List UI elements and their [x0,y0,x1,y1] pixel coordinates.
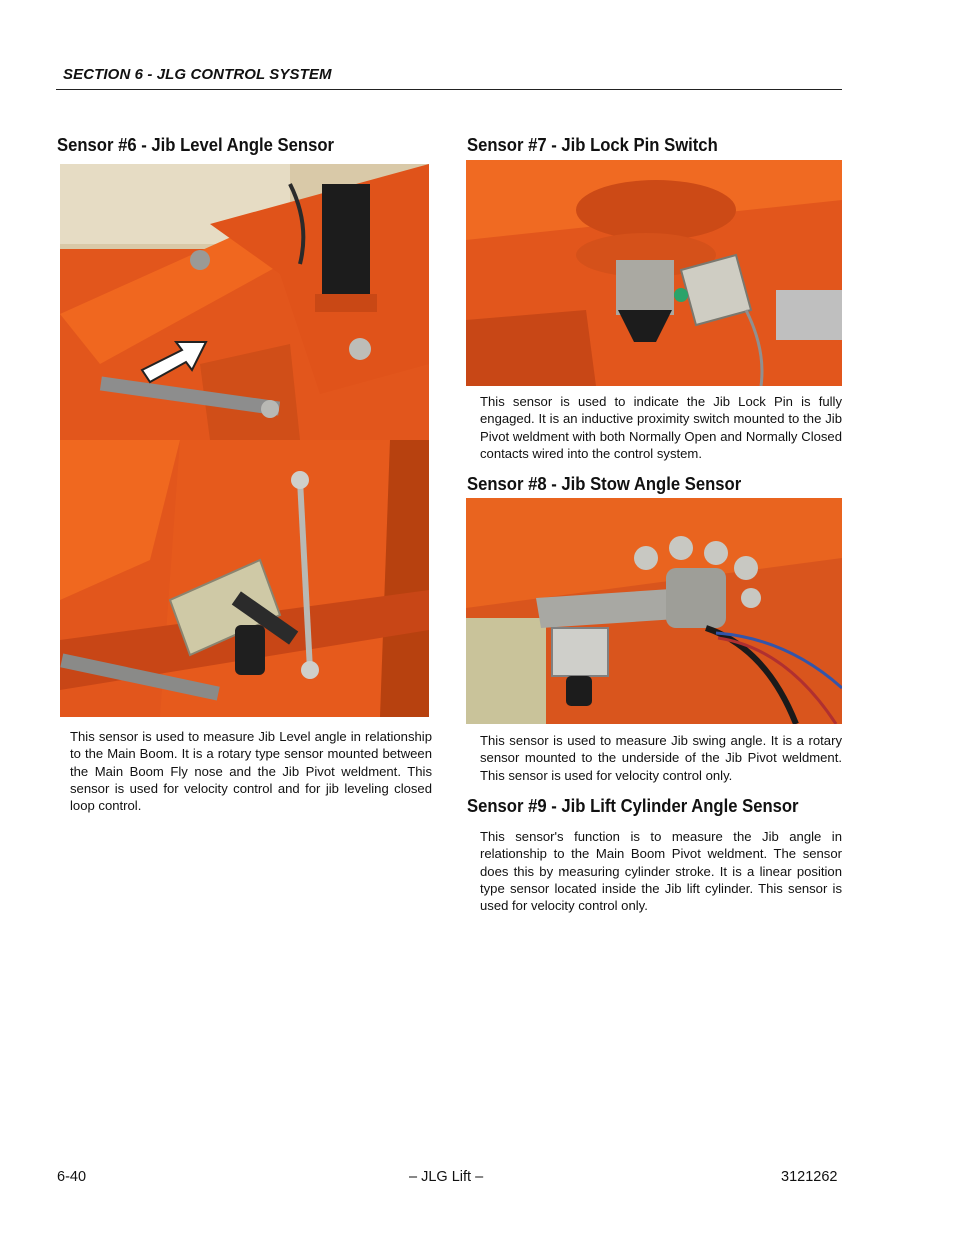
document-number: 3121262 [781,1169,838,1185]
page-number: 6-40 [57,1169,87,1185]
sensor-7-heading: Sensor #7 - Jib Lock Pin Switch [467,134,718,155]
sensor-9-description: This sensor's function is to measure the Jib angle in relationship to the Main Boom Pivot weldment. The sensor does this by measuring cylinder stroke. It is a linear position type sensor located inside the Jib lift cylinder. This sensor is used for velocity control only. [480,829,842,914]
footer-center: – JLG Lift – [409,1169,484,1185]
sensor-6-description: This sensor is used to measure Jib Level angle in relationship to the Main Boom. It is a rotary type sensor mounted between the Main Boom Fly nose and the Jib Pivot weldment. This sensor is used for velocity control and for jib leveling closed loop control. [70,729,432,814]
sensor-7-photo [466,160,842,386]
sensor-9-heading: Sensor #9 - Jib Lift Cylinder Angle Sensor [467,795,799,816]
section-title: SECTION 6 - JLG CONTROL SYSTEM [63,66,332,83]
sensor-8-description: This sensor is used to measure Jib swing angle. It is a rotary sensor mounted to the underside of the Jib Pivot weldment. This sensor is used for velocity control only. [480,733,842,783]
header-divider [56,89,842,90]
sensor-8-photo [466,498,842,724]
sensor-6-photo-top [60,164,429,440]
sensor-6-photo-bottom [60,440,429,717]
sensor-7-description: This sensor is used to indicate the Jib Lock Pin is fully engaged. It is an inductive proximity switch mounted to the Jib Pivot weldment with both Normally Open and Normally Closed contacts wired into the control system. [480,394,842,461]
sensor-8-heading: Sensor #8 - Jib Stow Angle Sensor [467,473,742,494]
sensor-6-heading: Sensor #6 - Jib Level Angle Sensor [57,134,334,155]
